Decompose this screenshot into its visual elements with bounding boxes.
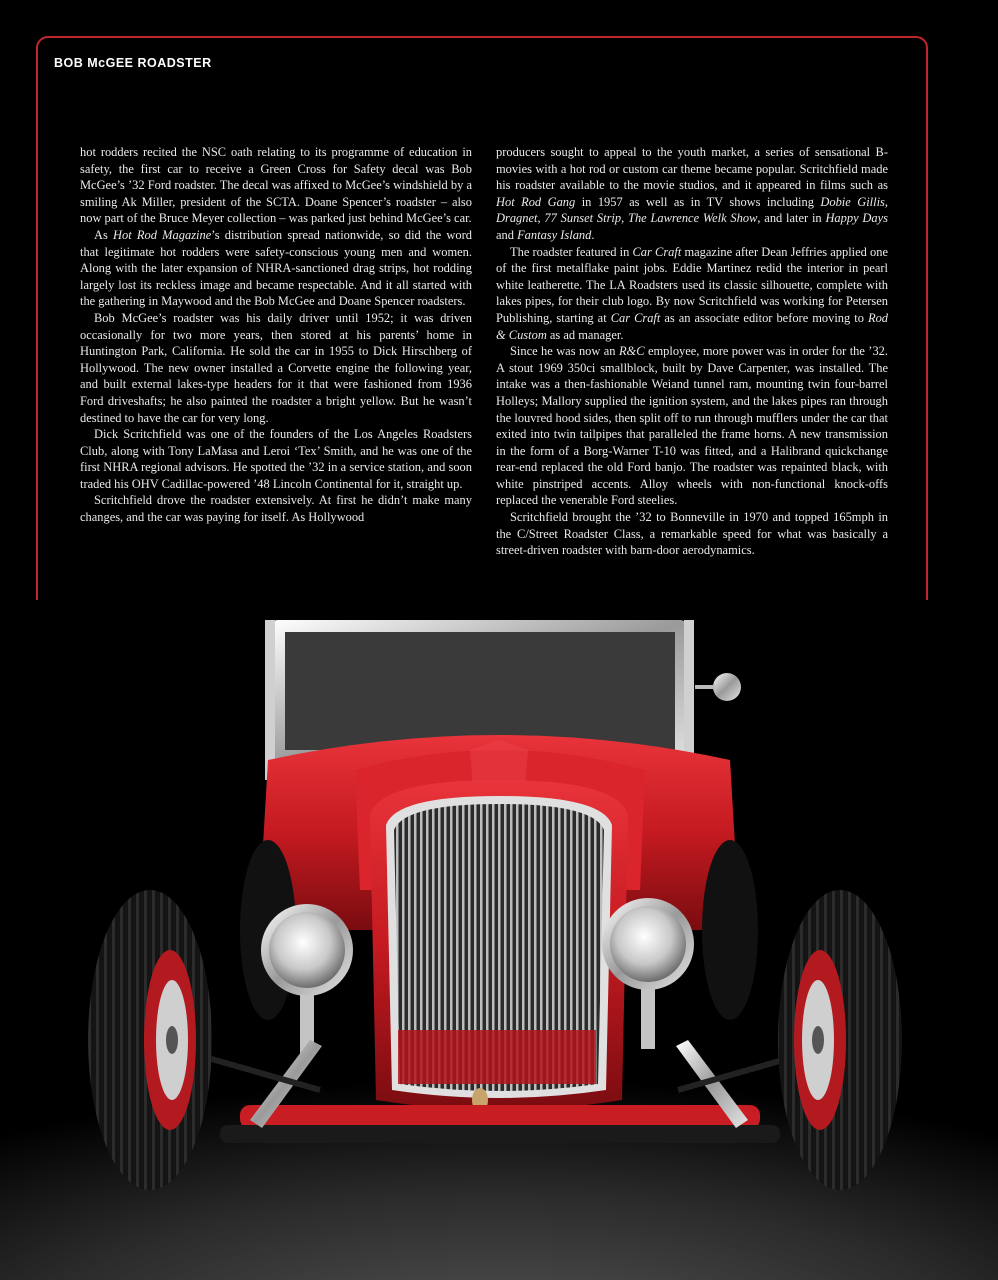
paragraph: Since he was now an R&C employee, more power was in order for the ’32. A stout 1969 350ci smallblock, built by Dave Carpenter, was installed. The intake was a then-fashionable Weiand tunnel ram, mounting twin four-barrel Holleys; Mallory supplied the ignition system, and the lakes pipes ran through the louvred hood sides, then split off to run through mufflers under the car that exited into twin tailpipes that paralleled the frame horns. A new transmission in the form of a Borg-Warner T-10 was fitted, and a Halibrand quickchange rear-end replaced the old Ford banjo. The roadster was repainted black, with white pinstriped accents. Alloy wheels with non-functional knock-offs replaced the venerable Ford steelies. [496,344,888,508]
paragraph: Bob McGee’s roadster was his daily driver until 1952; it was driven occasionally for two more years, then stored at his parents’ home in Huntington Park, California. He sold the car in 1955 to Dick Hirschberg of Hollywood. The new owner installed a Corvette engine the following year, and built external lakes-type headers for it that were fashioned from 1936 Ford driveshafts; he also painted the roadster a bright yellow. But he wasn’t destined to have the car for very long. [80,310,472,425]
paragraph: producers sought to appeal to the youth market, a series of sensational B-movies with a hot rod or custom car theme became popular. Scritchfield made his roadster available to the movie studios, and it appeared in films such as Hot Rod Gang in 1957 as well as in TV shows including Dobie Gillis, Dragnet, 77 Sunset Strip, The Lawrence Welk Show, and later in Happy Days and Fantasy Island. [496,145,888,242]
front-tire-right [778,890,902,1190]
roadster-photo [0,600,998,1280]
paragraph: Scritchfield brought the ’32 to Bonneville in 1970 and topped 165mph in the C/Street Roadster Class, a remarkable speed for what was basically a street-driven roadster with barn-door aerodynamics. [496,510,888,558]
column-left [80,144,472,584]
article-columns [80,144,888,584]
column-right [496,144,888,584]
paragraph: The roadster featured in Car Craft magazine after Dean Jeffries applied one of the first metalflake paint jobs. Eddie Martinez redid the interior in pearl white leatherette. The LA Roadsters used its classic silhouette, complete with lakes pipes, for their club logo. By now Scritchfield was working for Petersen Publishing, starting at Car Craft as an associate editor before moving to Rod & Custom as ad manager. [496,244,889,342]
section-label: BOB McGEE ROADSTER [54,56,212,70]
paragraph: Dick Scritchfield was one of the founders of the Los Angeles Roadsters Club, along with Tony LaMasa and Leroi ‘Tex’ Smith, and he was one of the first NHRA regional advisors. He spotted the ’32 in a service station, and soon traded his OHV Cadillac-powered ’48 Lincoln Continental for it, straight up. [80,427,472,491]
paragraph: hot rodders recited the NSC oath relating to its programme of education in safety, the first car to receive a Green Cross for Safety decal was Bob McGee’s ’32 Ford roadster. The decal was affixed to McGee’s windshield by a smiling Ak Miller, president of the SCTA. Doane Spencer’s roadster – also now part of the Bruce Meyer collection – was parked just behind McGee’s car. [80,145,472,226]
paragraph: Scritchfield drove the roadster extensively. At first he didn’t make many changes, and the car was paying for itself. As Hollywood [80,493,472,525]
front-tire-left [88,890,212,1190]
paragraph: As Hot Rod Magazine’s distribution spread nationwide, so did the word that legitimate hot rodders were safety-conscious young men and women. Along with the later expansion of NHRA-sanctioned drag strips, hot rodding largely lost its reckless image and became respectable. And it all started with the gathering in Maywood and the Bob McGee and Doane Spencer roadsters. [80,227,472,309]
